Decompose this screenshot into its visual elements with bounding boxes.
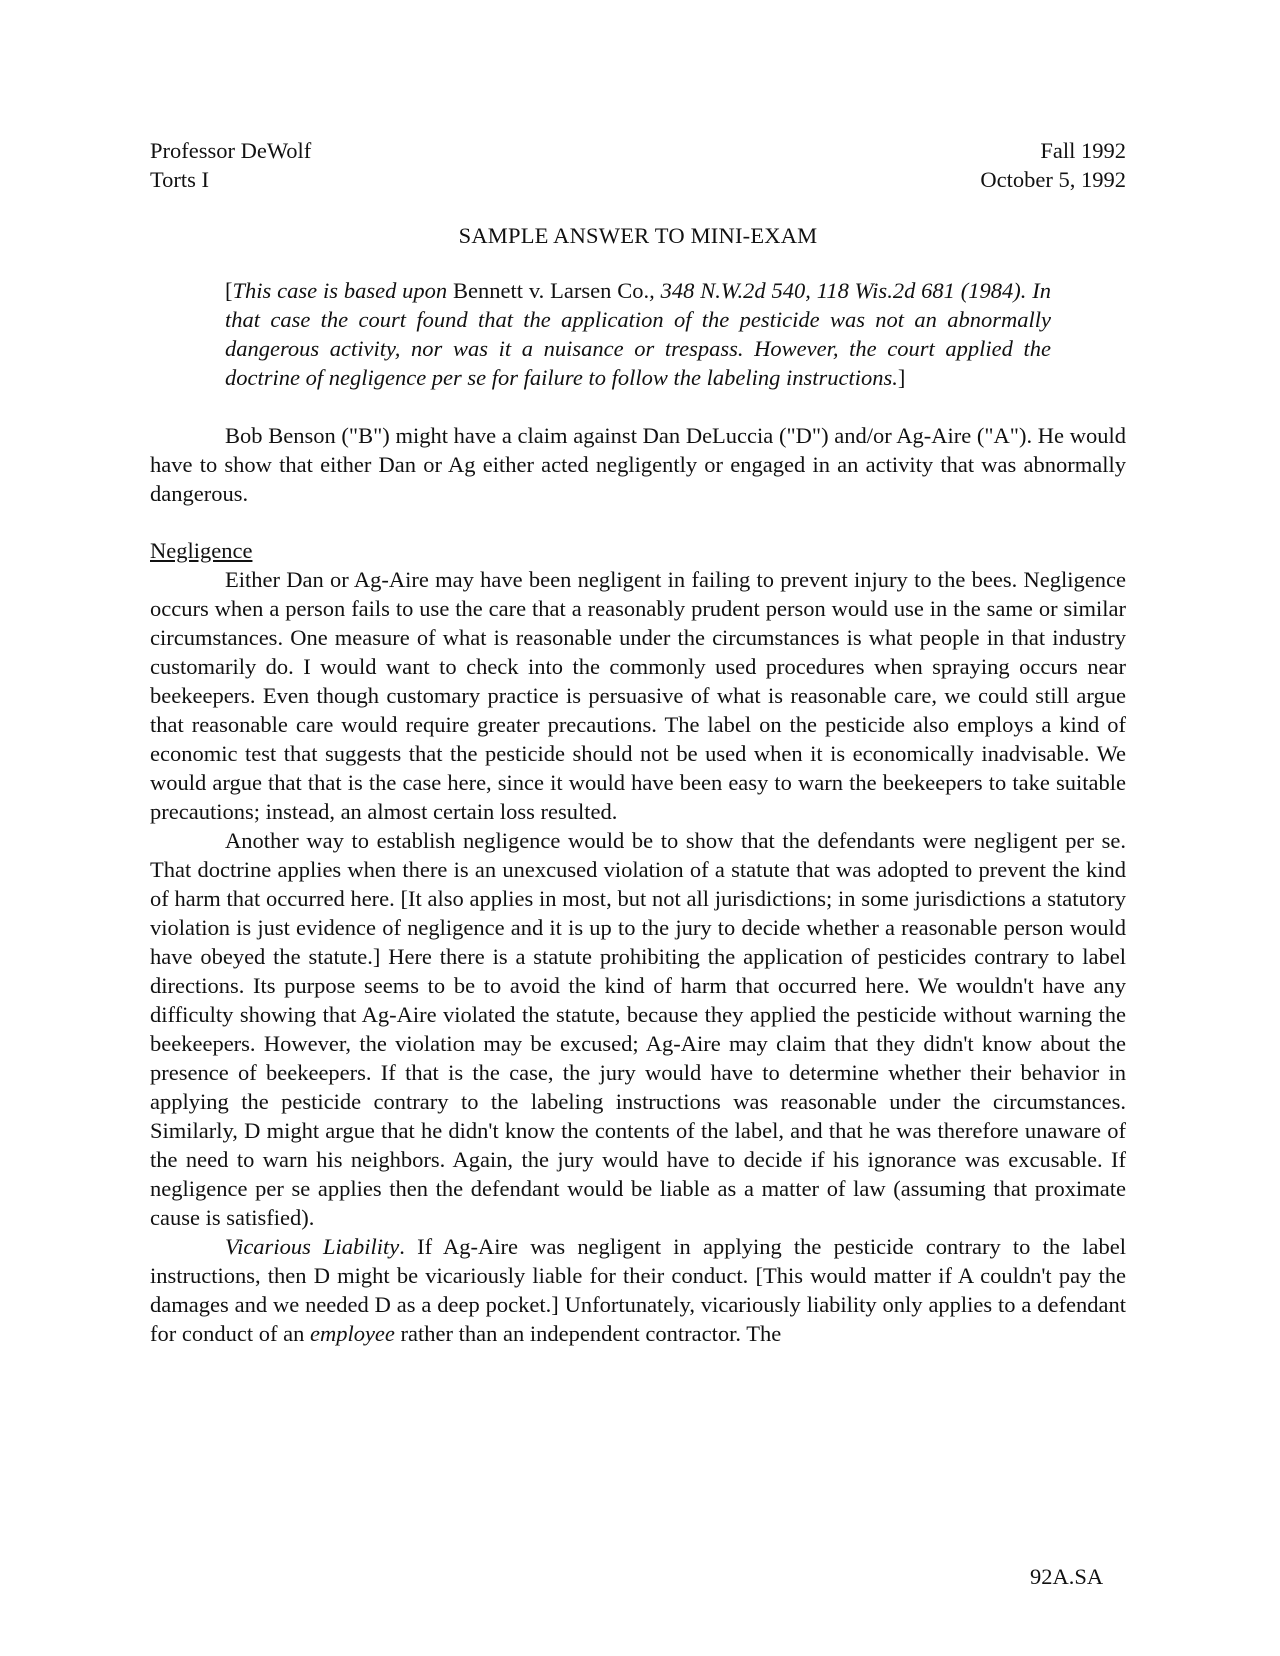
course-name: Torts I: [150, 167, 210, 192]
document-date: October 5, 1992: [980, 167, 1126, 192]
negligence-paragraph-3: [150, 1232, 1126, 1348]
case-note-part1: This case is based upon: [232, 278, 454, 303]
case-note-part2: , 348 N.W.2d 540, 118 Wis.2d 681 (1984). In that case the court found that the application of the pesticide was not an abnormally dangerous activity, nor was it a nuisance or trespass. However, the court applied the doctrine of negligence per se for failure to follow the labeling instructions.: [225, 278, 1051, 390]
negligence-paragraph-2: Another way to establish negligence would be to show that the defendants were negligent per se. That doctrine applies when there is an unexcused violation of a statute that was adopted to prevent the kind of harm that occurred here. [It also applies in most, but not all jurisdictions; in some jurisdictions a statutory violation is just evidence of negligence and it is up to the jury to decide whether a reasonable person would have obeyed the statute.] Here there is a statute prohibiting the application of pesticides contrary to label directions. Its purpose seems to be to avoid the kind of harm that occurred here. We wouldn't have any difficulty showing that Ag-Aire violated the statute, because they applied the pesticide without warning the beekeepers. However, the violation may be excused; Ag-Aire may claim that they didn't know about the presence of beekeepers. If that is the case, the jury would have to determine whether their behavior in applying the pesticide contrary to the labeling instructions was reasonable under the circumstances. Similarly, D might argue that he didn't know the contents of the label, and that he was therefore unaware of the need to warn his neighbors. Again, the jury would have to decide if his ignorance was excusable. If negligence per se applies then the defendant would be liable as a matter of law (assuming that proximate cause is satisfied).: [150, 828, 1126, 1230]
negligence-paragraph-1: Either Dan or Ag-Aire may have been negligent in failing to prevent injury to the bees. Negligence occurs when a person fails to use the care that a reasonably prudent person would use in the same or similar circumstances. One measure of what is reasonable under the circumstances is what people in that industry customarily do. I would want to check into the commonly used procedures when spraying occurs near beekeepers. Even though customary practice is persuasive of what is reasonable care, we could still argue that reasonable care would require greater precautions. The label on the pesticide also employs a kind of economic test that suggests that the pesticide should not be used when it is economically inadvisable. We would argue that that is the case here, since it would have been easy to warn the beekeepers to take suitable precautions; instead, an almost certain loss resulted.: [150, 567, 1126, 824]
case-name: Bennett v. Larsen Co.: [453, 278, 650, 303]
professor-name: Professor DeWolf: [150, 138, 312, 163]
term: Fall 1992: [1040, 138, 1126, 163]
case-note: [225, 276, 1051, 392]
page-footer-code: 92A.SA: [1030, 1564, 1104, 1589]
document-page: [150, 136, 1126, 1348]
vicarious-liability-heading: Vicarious Liability: [225, 1234, 400, 1259]
vicarious-text-2: rather than an independent contractor. The: [394, 1321, 782, 1346]
employee-emphasis: employee: [309, 1321, 395, 1346]
close-bracket: ]: [897, 365, 906, 390]
page-title: SAMPLE ANSWER TO MINI-EXAM: [458, 223, 818, 248]
section-heading-negligence: Negligence: [150, 538, 253, 563]
header-row-1: [150, 136, 1126, 165]
open-bracket: [: [225, 278, 233, 303]
header-row-2: [150, 165, 1126, 194]
vicarious-text-1: . If Ag-Aire was negligent in applying the pesticide contrary to the label instructions, then D might be vicariously liable for their conduct. [This would matter if A couldn't pay the damages and we needed D as a deep pocket.] Unfortunately, vicariously liability only applies to a defendant for conduct of an: [150, 1234, 1126, 1346]
claim-paragraph: Bob Benson ("B") might have a claim against Dan DeLuccia ("D") and/or Ag-Aire ("A"). He would have to show that either Dan or Ag either acted negligently or engaged in an activity that was abnormally dangerous.: [150, 423, 1126, 506]
